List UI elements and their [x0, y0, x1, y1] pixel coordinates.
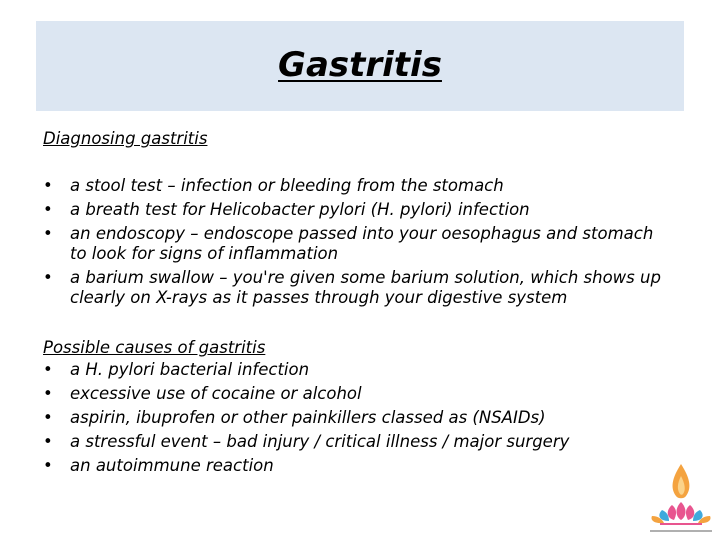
- list-item-text: excessive use of cocaine or alcohol: [70, 384, 362, 403]
- bullet: •: [43, 408, 53, 427]
- bullet: •: [43, 360, 53, 379]
- list-item: [43, 456, 673, 476]
- list-item-text: an endoscopy – endoscope passed into your oesophagus and stomach to look for signs of inflammation: [70, 224, 654, 263]
- diagnosing-list: [43, 176, 673, 308]
- diya-lotus-logo-icon: [642, 458, 720, 540]
- list-item: [43, 360, 673, 380]
- list-item: [43, 224, 673, 264]
- causes-list: [43, 360, 673, 476]
- diagnosing-heading: Diagnosing gastritis: [43, 129, 208, 148]
- slide-content: [43, 127, 673, 480]
- bullet: •: [43, 456, 53, 475]
- list-item: [43, 384, 673, 404]
- causes-section: [43, 336, 673, 476]
- list-item-text: an autoimmune reaction: [70, 456, 274, 475]
- bullet: •: [43, 176, 53, 195]
- list-item-text: a stool test – infection or bleeding from the stomach: [70, 176, 504, 195]
- list-item: [43, 268, 673, 308]
- list-item: [43, 200, 673, 220]
- title-band: [36, 21, 684, 111]
- bullet: •: [43, 384, 53, 403]
- list-item-text: a breath test for Helicobacter pylori (H. pylori) infection: [70, 200, 530, 219]
- bullet: •: [43, 200, 53, 219]
- list-item-text: aspirin, ibuprofen or other painkillers classed as (NSAIDs): [70, 408, 546, 427]
- list-item: [43, 176, 673, 196]
- bullet: •: [43, 224, 53, 243]
- list-item-text: a H. pylori bacterial infection: [70, 360, 310, 379]
- list-item-text: a stressful event – bad injury / critical illness / major surgery: [70, 432, 570, 451]
- list-item: [43, 408, 673, 428]
- causes-heading: Possible causes of gastritis: [43, 338, 266, 357]
- list-item-text: a barium swallow – you're given some barium solution, which shows up clearly on X-rays as it passes through your digestive system: [70, 268, 661, 307]
- bullet: •: [43, 268, 53, 287]
- list-item: [43, 432, 673, 452]
- page-title: Gastritis: [278, 45, 442, 85]
- bullet: •: [43, 432, 53, 451]
